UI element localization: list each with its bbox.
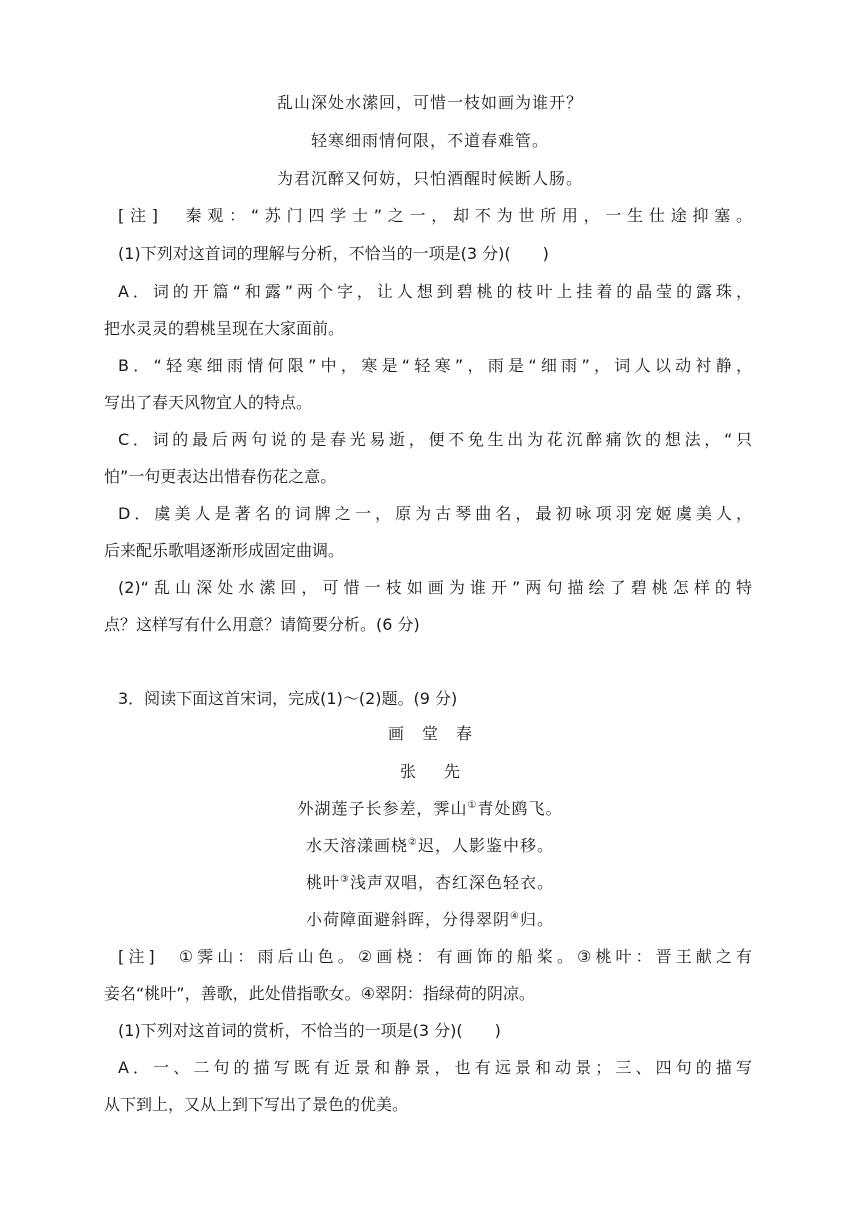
footnote-marker-2: ② — [408, 837, 418, 848]
option-c-line-1: C．词的最后两句说的是春光易逝，便不免生出为花沉醉痛饮的想法，“只 — [118, 430, 752, 449]
poem2-line-3-text: 桃叶 — [306, 873, 341, 892]
section-3-question-1-stem: (1)下列对这首词的赏析，不恰当的一项是(3 分)( ) — [118, 1021, 501, 1040]
poem2-line-2-text-end: 迟，人影鉴中移。 — [417, 836, 554, 855]
poem2-line-1-text: 外湖莲子长参差，霁山 — [297, 799, 468, 818]
poem2-title-row — [0, 723, 860, 745]
section-3-option-a-line-2: 从下到上，又从上到下写出了景色的优美。 — [104, 1095, 409, 1114]
option-b-line-1: B．“轻寒细雨情何限”中，寒是“轻寒”，雨是“细雨”，词人以动衬静， — [118, 356, 752, 375]
note-1: [注] 秦观：“苏门四学士”之一，却不为世所用，一生仕途抑塞。 — [118, 206, 752, 225]
option-a-line-1: A．词的开篇“和露”两个字，让人想到碧桃的枝叶上挂着的晶莹的露珠， — [118, 282, 752, 301]
poem2-line-2-text: 水天溶漾画桡 — [306, 836, 409, 855]
section-3-option-a-line-1: A．一、二句的描写既有近景和静景，也有远景和动景；三、四句的描写 — [118, 1058, 752, 1077]
section-3-intro: 3．阅读下面这首宋词，完成(1)～(2)题。(9 分) — [118, 689, 458, 708]
poem1-line-1: 乱山深处水潆回，可惜一枝如画为谁开？ — [276, 93, 583, 112]
poem2-line-3 — [0, 872, 860, 894]
option-a-line-2: 把水灵灵的碧桃呈现在大家面前。 — [104, 319, 345, 338]
poem2-author-row — [0, 761, 860, 783]
option-d-line-1: D．虞美人是著名的词牌之一，原为古琴曲名，最初咏项羽宠姬虞美人， — [118, 504, 752, 523]
option-b-line-2: 写出了春天风物宜人的特点。 — [104, 393, 313, 412]
option-d-line-2: 后来配乐歌唱逐渐形成固定曲调。 — [104, 541, 345, 560]
footnote-marker-4: ④ — [510, 911, 520, 922]
section-3-note-line-2: 妾名“桃叶”，善歌，此处借指歌女。④翠阴：指绿荷的阴凉。 — [104, 984, 535, 1003]
question-2-line-2: 点？这样写有什么用意？请简要分析。(6 分) — [104, 615, 420, 634]
question-1-stem: (1)下列对这首词的理解与分析，不恰当的一项是(3 分)( ) — [118, 244, 549, 263]
poem2-title: 画堂春 — [387, 724, 490, 743]
poem2-line-4-text: 小荷障面避斜晖，分得翠阴 — [306, 910, 511, 929]
question-2-line-1: (2)“乱山深处水潆回，可惜一枝如画为谁开”两句描绘了碧桃怎样的特 — [118, 578, 752, 597]
poem2-line-1-text-end: 青处鸥飞。 — [477, 799, 563, 818]
poem2-line-4 — [0, 909, 860, 931]
footnote-marker-1: ① — [467, 800, 478, 811]
poem2-line-2 — [0, 835, 860, 857]
option-c-line-2: 怕”一句更表达出惜春伤花之意。 — [104, 467, 337, 486]
poem2-line-4-text-end: 归。 — [519, 910, 554, 929]
poem1-line-2: 轻寒细雨情何限，不道春难管。 — [310, 131, 549, 150]
poem1-line-3: 为君沉醉又何妨，只怕酒醒时候断人肠。 — [276, 169, 583, 188]
poem2-author: 张先 — [399, 762, 488, 781]
footnote-marker-3: ③ — [340, 874, 350, 885]
poem2-line-1 — [0, 798, 860, 820]
poem2-line-3-text-end: 浅声双唱，杏红深色轻衣。 — [349, 873, 554, 892]
section-3-note-line-1: [注] ①霁山：雨后山色。②画桡：有画饰的船桨。③桃叶：晋王献之有 — [118, 947, 752, 966]
